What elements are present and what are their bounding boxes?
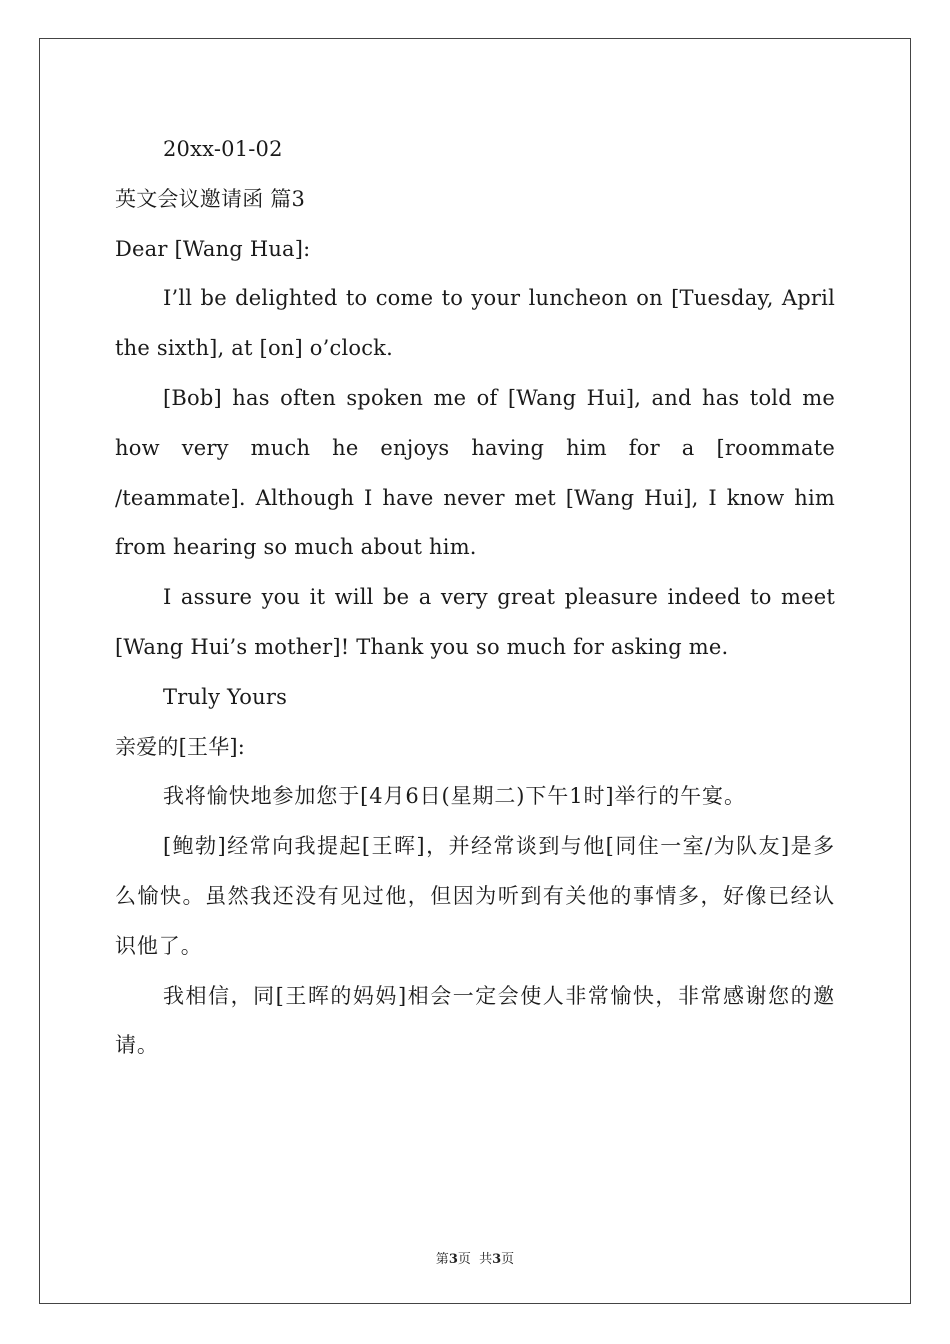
salutation-chinese: 亲爱的[王华]: bbox=[115, 734, 246, 759]
page-footer bbox=[0, 1248, 950, 1267]
letter-date: 20xx-01-02 bbox=[163, 137, 283, 161]
english-paragraph: I’ll be delighted to come to your luncheon on [Tuesday, April the sixth], at [on] o’clock. bbox=[115, 286, 835, 361]
total-pages-number: 3 bbox=[492, 1252, 502, 1267]
chinese-paragraph: 我相信，同[王晖的妈妈]相会一定会使人非常愉快，非常感谢您的邀请。 bbox=[115, 983, 835, 1058]
footer-suffix: 页 bbox=[501, 1252, 515, 1267]
chinese-paragraph: 我将愉快地参加您于[4月6日(星期二)下午1时]举行的午宴。 bbox=[163, 784, 746, 809]
document-body bbox=[115, 125, 835, 1071]
footer-mid: 页 共 bbox=[457, 1252, 493, 1267]
current-page-number: 3 bbox=[448, 1252, 458, 1267]
chinese-paragraph: [鲍勃]经常向我提起[王晖]，并经常谈到与他[同住一室/为队友]是多么愉快。虽然我还没有见过他，但因为听到有关他的事情多，好像已经认识他了。 bbox=[115, 834, 835, 958]
salutation-english: Dear [Wang Hua]: bbox=[115, 236, 311, 261]
footer-prefix: 第 bbox=[435, 1252, 449, 1267]
english-paragraph: [Bob] has often spoken me of [Wang Hui], and has told me how very much he enjoys having him for a [roommate /teammate]. Although I have never met [Wang Hui], I know him from hearing so much about him. bbox=[115, 385, 835, 560]
closing-english: Truly Yours bbox=[163, 684, 288, 709]
section-heading: 英文会议邀请函 篇3 bbox=[115, 186, 306, 211]
english-paragraph: I assure you it will be a very great pleasure indeed to meet [Wang Hui’s mother]! Thank you so much for asking me. bbox=[115, 585, 835, 659]
